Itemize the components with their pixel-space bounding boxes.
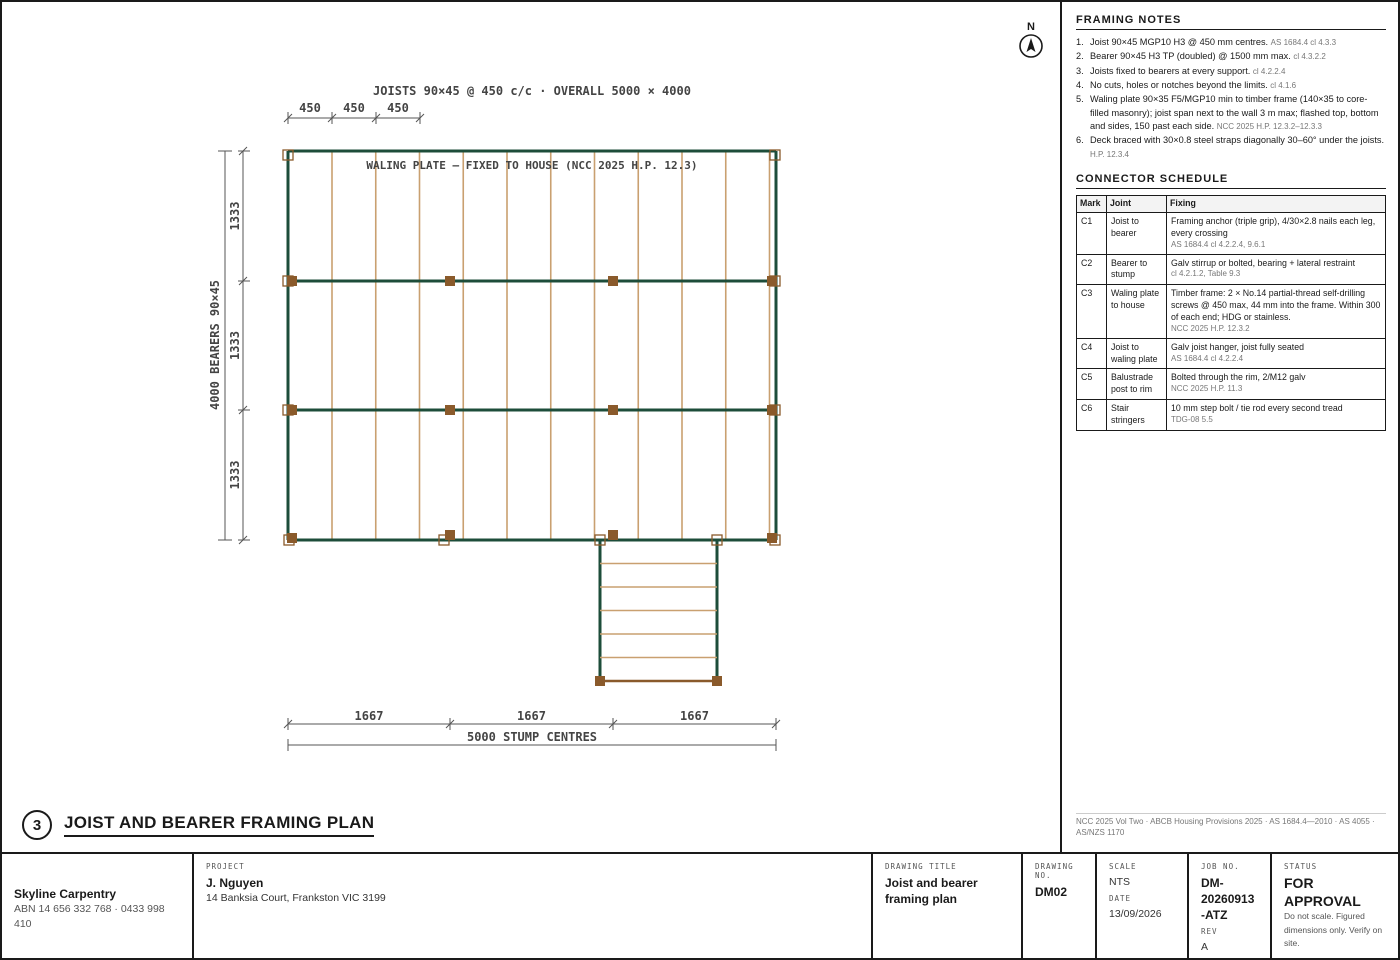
note-reference: AS 1684.4 cl 4.3.3 bbox=[1270, 38, 1337, 47]
stump-post bbox=[608, 405, 618, 415]
joists-group bbox=[332, 151, 770, 540]
project-address: 14 Banksia Court, Frankston VIC 3199 bbox=[206, 892, 386, 905]
connector-fixing: Timber frame: 2 × No.14 partial-thread self-drilling screws @ 450 max, 44 mm into the frame. Within 300 of each end; HDG or stainless. bbox=[1171, 288, 1381, 323]
dimension-label: 1667 bbox=[680, 709, 709, 723]
company-cell bbox=[2, 854, 194, 960]
dimension-label: 450 bbox=[299, 101, 321, 115]
joist-caption: JOISTS 90×45 @ 450 c/c · OVERALL 5000 × 4000 bbox=[373, 84, 691, 98]
project-cell bbox=[194, 854, 873, 960]
connector-row bbox=[1077, 285, 1386, 338]
note-text: Joists fixed to bearers at every support. bbox=[1090, 65, 1251, 76]
framing-notes-list bbox=[1076, 36, 1386, 161]
note-reference: cl 4.1.6 bbox=[1270, 81, 1297, 91]
plan-title-block bbox=[22, 810, 374, 840]
connector-joint: Joist to waling plate bbox=[1107, 338, 1167, 369]
dimension-label: 450 bbox=[343, 101, 365, 115]
status-label: STATUS bbox=[1284, 862, 1318, 871]
connector-fixing-cell bbox=[1167, 400, 1386, 431]
connector-schedule-heading: CONNECTOR SCHEDULE bbox=[1076, 173, 1386, 189]
waling-caption: WALING PLATE — FIXED TO HOUSE (NCC 2025 H.P. 12.3) bbox=[366, 159, 698, 172]
connector-joint: Bearer to stump bbox=[1107, 254, 1167, 285]
dimension-label: 1333 bbox=[228, 460, 242, 490]
connector-row bbox=[1077, 212, 1386, 254]
note-number: 3. bbox=[1076, 65, 1084, 76]
rev-label: REV bbox=[1201, 926, 1218, 936]
scale-label: SCALE bbox=[1109, 862, 1137, 871]
connector-fixing: Galv stirrup or bolted, bearing + lateral restraint bbox=[1171, 257, 1356, 268]
connector-reference: NCC 2025 H.P. 11.3 bbox=[1171, 384, 1243, 394]
connector-mark: C5 bbox=[1077, 369, 1107, 400]
connector-fixing-cell bbox=[1167, 338, 1386, 369]
connector-fixing-cell bbox=[1167, 285, 1386, 338]
note-text: Bearer 90×45 H3 TP (doubled) @ 1500 mm max. bbox=[1090, 51, 1291, 62]
title-block bbox=[2, 852, 1398, 960]
north-label: N bbox=[1027, 21, 1035, 33]
note-text: Joist 90×45 MGP10 H3 @ 450 mm centres. bbox=[1090, 37, 1269, 47]
date-label: DATE bbox=[1109, 893, 1132, 903]
dimension-label: 1667 bbox=[517, 709, 546, 723]
company-name: Skyline Carpentry bbox=[14, 887, 117, 901]
connector-row bbox=[1077, 338, 1386, 369]
connector-fixing: Galv joist hanger, joist fully seated bbox=[1171, 341, 1305, 352]
framing-plan-drawing bbox=[2, 2, 1060, 850]
connector-reference: AS 1684.4 cl 4.2.2.4 bbox=[1171, 353, 1244, 363]
date-value: 13/09/2026 bbox=[1109, 907, 1162, 920]
stump-post bbox=[595, 676, 605, 686]
framing-note-item bbox=[1076, 93, 1386, 133]
connector-reference: cl 4.2.1.2, Table 9.3 bbox=[1171, 269, 1241, 279]
job-no-label: JOB NO. bbox=[1201, 862, 1240, 871]
note-body bbox=[1090, 50, 1326, 63]
stump-post bbox=[608, 276, 618, 286]
bearer-caption: 4000 BEARERS 90×45 bbox=[208, 279, 222, 411]
plan-title: JOIST AND BEARER FRAMING PLAN bbox=[64, 813, 374, 837]
drawing-title: Joist and bearer framing plan bbox=[885, 876, 978, 907]
client-name: J. Nguyen bbox=[206, 876, 264, 890]
framing-note-item bbox=[1076, 36, 1386, 49]
bearers-group bbox=[288, 151, 776, 540]
note-number: 4. bbox=[1076, 80, 1084, 91]
north-arrow bbox=[1020, 21, 1042, 57]
connector-mark: C4 bbox=[1077, 338, 1107, 369]
plan-number-badge: 3 bbox=[22, 810, 52, 840]
connector-fixing-cell bbox=[1167, 369, 1386, 400]
framing-note-item bbox=[1076, 79, 1386, 92]
company-details: ABN 14 656 332 768 · 0433 998 410 bbox=[14, 903, 165, 930]
scale-date-cell bbox=[1097, 854, 1189, 960]
note-reference: NCC 2025 H.P. 12.3.2–12.3.3 bbox=[1216, 122, 1322, 132]
note-number: 1. bbox=[1076, 37, 1084, 47]
scale-value: NTS bbox=[1109, 876, 1130, 888]
stump-post bbox=[608, 530, 618, 540]
note-number: 5. bbox=[1076, 94, 1084, 105]
stump-post bbox=[712, 676, 722, 686]
status-cell bbox=[1272, 854, 1398, 960]
drawing-title-label: DRAWING TITLE bbox=[885, 862, 957, 871]
note-reference: cl 4.3.2.2 bbox=[1293, 52, 1326, 62]
note-text: Deck braced with 30×0.8 steel straps diagonally 30–60° under the joists. bbox=[1090, 135, 1385, 146]
drawing-area bbox=[2, 2, 1062, 852]
connector-joint: Joist to bearer bbox=[1107, 212, 1167, 254]
connector-row bbox=[1077, 254, 1386, 285]
framing-note-item bbox=[1076, 50, 1386, 63]
framing-note-item bbox=[1076, 134, 1386, 161]
note-body bbox=[1090, 134, 1386, 161]
note-body bbox=[1090, 93, 1386, 133]
column-header-mark: Mark bbox=[1077, 196, 1107, 213]
connector-joint: Stair stringers bbox=[1107, 400, 1167, 431]
drawing-no: DM02 bbox=[1035, 885, 1068, 899]
status-note: Do not scale. Figured dimensions only. Verify on site. bbox=[1284, 911, 1383, 949]
note-text: Waling plate 90×35 F5/MGP10 min to timber frame (140×35 to core-filled masonry); joist span next to the wall 3 m max; flashed top, bottom and sides, 150 past each side. bbox=[1090, 94, 1379, 132]
stair-group bbox=[600, 540, 717, 681]
connector-joint: Waling plate to house bbox=[1107, 285, 1167, 338]
connector-joint: Balustrade post to rim bbox=[1107, 369, 1167, 400]
connector-fixing: Bolted through the rim, 2/M12 galv bbox=[1171, 372, 1306, 383]
dimensions-group bbox=[218, 101, 780, 751]
note-body bbox=[1090, 36, 1336, 49]
dimension-label: 1333 bbox=[228, 201, 242, 231]
framing-note-item bbox=[1076, 65, 1386, 78]
dimension-label: 1333 bbox=[228, 331, 242, 360]
connector-fixing-cell bbox=[1167, 254, 1386, 285]
rev-value: A bbox=[1201, 940, 1209, 953]
status-value: FOR APPROVAL bbox=[1284, 875, 1361, 909]
stump-post bbox=[767, 276, 777, 286]
note-body bbox=[1090, 79, 1296, 92]
note-text: No cuts, holes or notches beyond the limits. bbox=[1090, 80, 1268, 91]
stump-post bbox=[287, 405, 297, 415]
note-number: 6. bbox=[1076, 135, 1084, 146]
connector-mark: C3 bbox=[1077, 285, 1107, 338]
stump-post bbox=[445, 276, 455, 286]
note-body bbox=[1090, 65, 1285, 78]
note-reference: cl 4.2.2.4 bbox=[1252, 66, 1286, 76]
project-label: PROJECT bbox=[206, 862, 245, 871]
connector-table-header bbox=[1077, 196, 1386, 213]
posts-group bbox=[283, 150, 780, 686]
job-no: DM-20260913-ATZ bbox=[1201, 876, 1255, 923]
connector-schedule-table bbox=[1076, 195, 1386, 431]
stump-overall-label: 5000 STUMP CENTRES bbox=[466, 730, 598, 744]
column-header-fixing: Fixing bbox=[1167, 196, 1386, 213]
drawing-title-cell bbox=[873, 854, 1023, 960]
connector-row bbox=[1077, 369, 1386, 400]
framing-notes-heading: FRAMING NOTES bbox=[1076, 14, 1386, 30]
connector-mark: C2 bbox=[1077, 254, 1107, 285]
drawing-no-label: DRAWING NO. bbox=[1035, 862, 1074, 880]
stump-post bbox=[287, 276, 297, 286]
stump-post bbox=[445, 405, 455, 415]
column-header-joint: Joint bbox=[1107, 196, 1167, 213]
connector-mark: C6 bbox=[1077, 400, 1107, 431]
connector-fixing: 10 mm step bolt / tie rod every second tread bbox=[1171, 403, 1343, 414]
stump-post bbox=[767, 405, 777, 415]
standards-reference: NCC 2025 Vol Two · ABCB Housing Provisions 2025 · AS 1684.4—2010 · AS 4055 · AS/NZS 1170 bbox=[1076, 813, 1386, 838]
connector-reference: NCC 2025 H.P. 12.3.2 bbox=[1171, 323, 1250, 333]
connector-row bbox=[1077, 400, 1386, 431]
connector-mark: C1 bbox=[1077, 212, 1107, 254]
connector-reference: AS 1684.4 cl 4.2.2.4, 9.6.1 bbox=[1171, 239, 1266, 249]
job-no-cell bbox=[1189, 854, 1272, 960]
note-reference: H.P. 12.3.4 bbox=[1090, 149, 1129, 159]
dimension-label: 1667 bbox=[354, 709, 384, 723]
note-number: 2. bbox=[1076, 51, 1084, 62]
dimension-label: 450 bbox=[387, 101, 409, 115]
connector-fixing-cell bbox=[1167, 212, 1386, 254]
drawing-no-cell bbox=[1023, 854, 1097, 960]
connector-fixing: Framing anchor (triple grip), 4/30×2.8 nails each leg, every crossing bbox=[1171, 215, 1376, 238]
connector-reference: TDG-08 5.5 bbox=[1171, 415, 1213, 425]
notes-panel bbox=[1062, 2, 1400, 852]
